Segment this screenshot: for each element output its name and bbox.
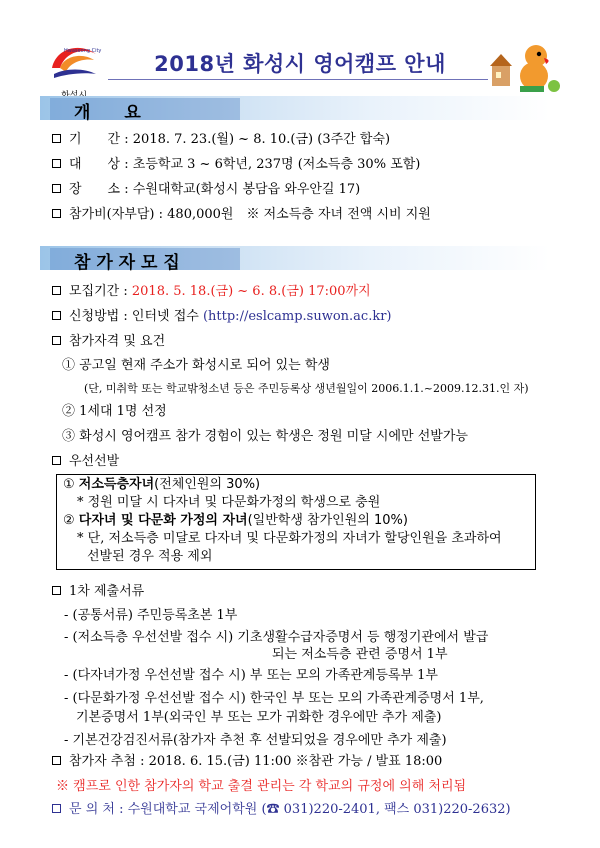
contact-info: 문 의 처 : 수원대학교 국제어학원 (☎ 031)220-2401, 팩스 031)220-2632) <box>52 802 511 818</box>
section-recruit-title: 참 가 자 모 집 <box>74 253 180 273</box>
attendance-notice: ※ 캠프로 인한 참가자의 학교 출결 관리는 각 학교의 규정에 의해 처리됨 <box>56 779 467 794</box>
document-item: - (다문화가정 우선선발 접수 시) 한국인 부 또는 모의 가족관계증명서 1부, <box>64 691 484 706</box>
svg-text:Hwaseong City: Hwaseong City <box>64 48 102 54</box>
page-header <box>0 28 600 98</box>
overview-period: 기 간 : 2018. 7. 23.(월) ~ 8. 10.(금) (3주간 합숙) <box>52 132 390 148</box>
document-item-continued: 기본증명서 1부(외국인 부 또는 모가 귀화한 경우에만 추가 제출) <box>76 710 442 725</box>
contact-value: 수원대학교 국제어학원 (☎ 031)220-2401, 팩스 031)220-2632) <box>127 802 511 817</box>
qualification-item-3: ③ 화성시 영어캠프 참가 경험이 있는 학생은 정원 미달 시에만 선발가능 <box>62 429 468 444</box>
document-item-continued: 되는 저소득층 관련 증명서 1부 <box>272 647 448 662</box>
checkbox-bullet-icon <box>52 134 61 143</box>
checkbox-bullet-icon <box>52 311 61 320</box>
priority-item-2-note-line-1: * 단, 저소득층 미달로 다자녀 및 다문화가정의 자녀가 할당인원을 초과하여 <box>77 531 502 546</box>
section-overview-header <box>40 96 550 123</box>
checkbox-bullet-icon <box>52 804 61 813</box>
priority-item-2-note-line-2: 선발된 경우 적용 제외 <box>87 549 213 564</box>
checkbox-bullet-icon <box>52 756 61 765</box>
recruit-period: 모집기간 : 2018. 5. 18.(금) ~ 6. 8.(금) 17:00까지 <box>52 284 371 300</box>
title-underline <box>108 79 488 80</box>
participant-draw: 참가자 추첨 : 2018. 6. 15.(금) 11:00 ※참관 가능 / 발표 18:00 <box>52 754 442 770</box>
overview-place: 장 소 : 수원대학교(화성시 봉담읍 와우안길 17) <box>52 182 360 198</box>
overview-fee: 참가비(자부담) : 480,000원 ※ 저소득층 자녀 전액 시비 지원 <box>52 207 431 223</box>
checkbox-bullet-icon <box>52 336 61 345</box>
place-value: 수원대학교(화성시 봉담읍 와우안길 17) <box>132 182 361 197</box>
priority-item-1: ① 저소득층자녀(전체인원의 30%) <box>63 477 261 492</box>
checkbox-bullet-icon <box>52 209 61 218</box>
document-item: - (공통서류) 주민등록초본 1부 <box>64 608 238 623</box>
documents-label: 1차 제출서류 <box>52 584 144 600</box>
document-item: - (저소득층 우선선발 접수 시) 기초생활수급자증명서 등 행정기관에서 발급 <box>64 630 489 645</box>
checkbox-bullet-icon <box>52 184 61 193</box>
checkbox-bullet-icon <box>52 286 61 295</box>
checkbox-bullet-icon <box>52 586 61 595</box>
recruit-qualification-label: 참가자격 및 요건 <box>52 334 165 350</box>
section-recruit-header <box>40 246 550 273</box>
priority-selection-box <box>56 474 536 570</box>
qualification-item-1: ① 공고일 현재 주소가 화성시로 되어 있는 학생 <box>62 358 330 373</box>
document-item: - 기본건강검진서류(참가자 추천 후 선발되었을 경우에만 추가 제출) <box>64 733 447 748</box>
priority-selection-label: 우선선발 <box>52 454 119 470</box>
fee-value: 480,000원 ※ 저소득층 자녀 전액 시비 지원 <box>167 207 431 222</box>
checkbox-bullet-icon <box>52 456 61 465</box>
recruit-method: 신청방법 : 인터넷 접수 (http://eslcamp.suwon.ac.kr) <box>52 309 392 325</box>
priority-item-2: ② 다자녀 및 다문화 가정의 자녀(일반학생 참가인원의 10%) <box>63 513 408 528</box>
qualification-item-2: ② 1세대 1명 선정 <box>62 404 167 419</box>
application-url-link[interactable]: (http://eslcamp.suwon.ac.kr) <box>202 309 392 324</box>
qualification-item-1-note: (단, 미취학 또는 학교밖청소년 등은 주민등록상 생년월일이 2006.1.1.~2009.12.31.인 자) <box>84 382 529 395</box>
recruit-period-value: 2018. 5. 18.(금) ~ 6. 8.(금) 17:00까지 <box>131 284 371 299</box>
period-value: 2018. 7. 23.(월) ~ 8. 10.(금) (3주간 합숙) <box>132 132 391 147</box>
priority-item-1-note: * 정원 미달 시 다자녀 및 다문화가정의 학생으로 충원 <box>77 495 381 510</box>
checkbox-bullet-icon <box>52 159 61 168</box>
section-overview-title: 개 요 <box>74 103 141 123</box>
mascot-illustration <box>490 36 562 98</box>
participant-draw-value: 2018. 6. 15.(금) 11:00 ※참관 가능 / 발표 18:00 <box>148 754 443 769</box>
document-item: - (다자녀가정 우선선발 접수 시) 부 또는 모의 가족관계등록부 1부 <box>64 668 438 683</box>
target-value: 초등학교 3 ~ 6학년, 237명 (저소득층 30% 포함) <box>132 157 421 172</box>
overview-target: 대 상 : 초등학교 3 ~ 6학년, 237명 (저소득층 30% 포함) <box>52 157 420 173</box>
page-title: 2018년 화성시 영어캠프 안내 <box>154 52 446 76</box>
